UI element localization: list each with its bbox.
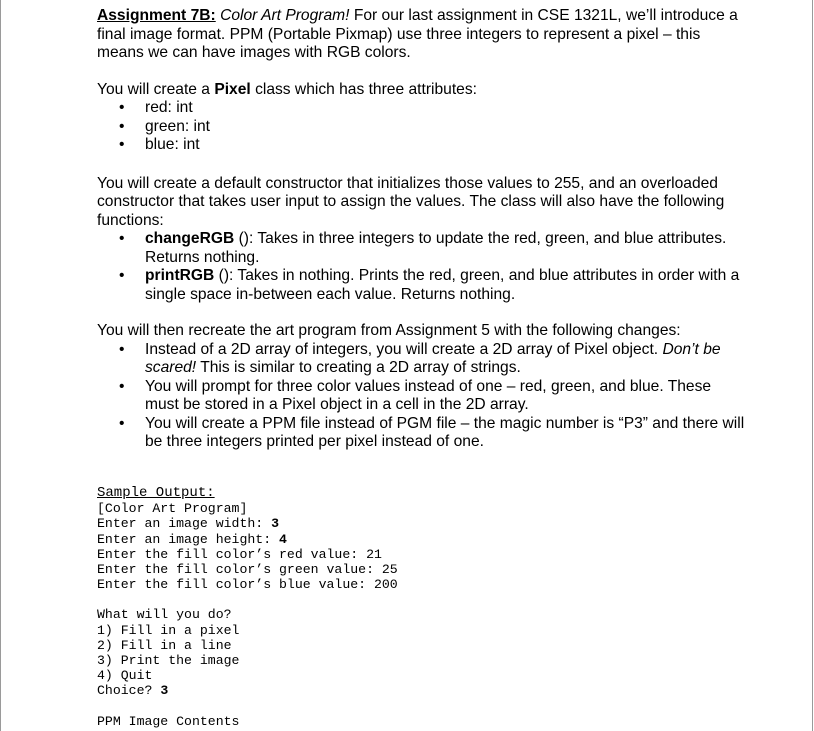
assignment-title: Assignment 7B: <box>97 7 216 24</box>
changes-list <box>97 341 747 452</box>
list-item: • red: int <box>97 99 747 118</box>
program-title-line: [Color Art Program] <box>97 501 248 517</box>
menu-item: 1) Fill in a pixel <box>97 622 240 638</box>
assignment-subtitle: Color Art Program! <box>220 7 350 24</box>
function-name: printRGB <box>145 267 215 284</box>
document-body <box>97 7 747 452</box>
changes-lead: You will then recreate the art program from Assignment 5 with the following changes: <box>97 322 681 339</box>
choice-line: Choice? 3 <box>97 683 169 699</box>
ppm-heading: PPM Image Contents <box>97 713 240 729</box>
list-item: • changeRGB (): Takes in three integers to update the red, green, and blue attributes. Returns nothing. <box>97 230 747 267</box>
menu-item: 2) Fill in a line <box>97 637 232 653</box>
menu-item: 3) Print the image <box>97 653 240 669</box>
intro-text: For our last assignment in CSE 1321L, we’ll introduce a final image format. PPM (Portable Pixmap) use three integers to represent a pixel – this means we can have images with RGB colors. <box>97 7 738 61</box>
pixel-class-name: Pixel <box>214 80 251 98</box>
intro-paragraph <box>97 7 747 63</box>
list-item: • blue: int <box>97 136 747 155</box>
page-right-edge <box>812 0 813 731</box>
red-line: Enter the fill color’s red value: 21 <box>97 546 382 562</box>
list-item: • You will prompt for three color values instead of one – red, green, and blue. These must be stored in a Pixel object in a cell in the 2D array. <box>97 378 747 415</box>
sample-output-heading: Sample Output: <box>97 485 215 501</box>
page-left-edge <box>0 0 1 731</box>
function-list <box>97 230 747 304</box>
menu-question: What will you do? <box>97 607 232 623</box>
menu-item: 4) Quit <box>97 668 153 684</box>
attribute-list <box>97 99 747 155</box>
sample-output <box>97 486 398 729</box>
function-name: changeRGB <box>145 230 235 247</box>
list-item: • green: int <box>97 118 747 137</box>
constructors-paragraph: You will create a default constructor that initializes those values to 255, and an overloaded constructor that takes user input to assign the values. The class will also have the following functions: <box>97 174 725 229</box>
height-line: Enter an image height: 4 <box>97 531 287 547</box>
green-line: Enter the fill color’s green value: 25 <box>97 562 398 578</box>
pixel-class-lead: You will create a Pixel class which has three attributes: <box>97 80 477 98</box>
width-line: Enter an image width: 3 <box>97 516 280 532</box>
list-item: • You will create a PPM file instead of PGM file – the magic number is “P3” and there will be three integers printed per pixel instead of one. <box>97 415 747 452</box>
list-item: • printRGB (): Takes in nothing. Prints the red, green, and blue attributes in order with a single space in-between each value. Returns nothing. <box>97 267 747 304</box>
blue-line: Enter the fill color’s blue value: 200 <box>97 577 398 593</box>
list-item: • Instead of a 2D array of integers, you will create a 2D array of Pixel object. Don’t be scared! This is similar to creating a 2D array of strings. <box>97 341 747 378</box>
